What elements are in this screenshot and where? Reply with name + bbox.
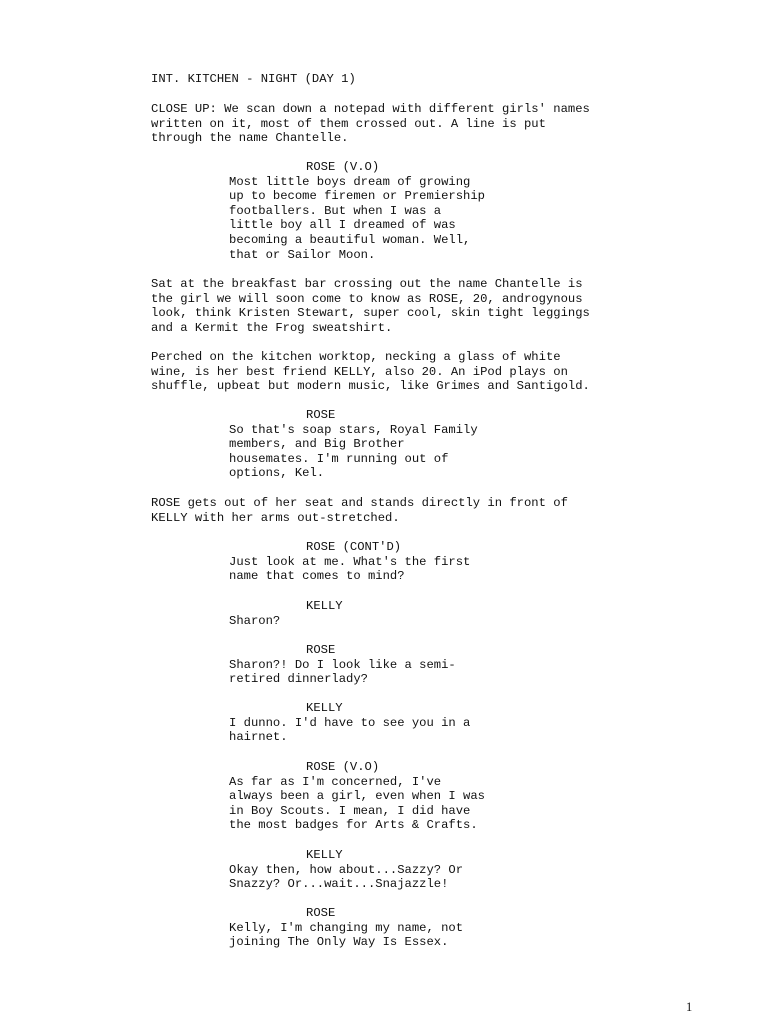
action-line: look, think Kristen Stewart, super cool, skin tight leggings xyxy=(151,306,590,321)
dialogue-line: Sharon?! Do I look like a semi- xyxy=(229,657,456,672)
character-cue: ROSE xyxy=(306,906,336,920)
dialogue-line: options, Kel. xyxy=(229,466,325,481)
dialogue-line: up to become firemen or Premiership xyxy=(229,189,485,204)
dialogue-line: Most little boys dream of growing xyxy=(229,174,471,189)
action-line: shuffle, upbeat but modern music, like Grimes and Santigold. xyxy=(151,379,590,394)
page-number: 1 xyxy=(686,1000,693,1014)
action-line: the girl we will soon come to know as ROSE, 20, androgynous xyxy=(151,291,583,306)
character-cue: ROSE xyxy=(306,408,336,422)
dialogue-line: always been a girl, even when I was xyxy=(229,789,485,804)
character-cue: ROSE (V.O) xyxy=(306,760,380,774)
dialogue-line: Just look at me. What's the first xyxy=(229,554,471,569)
dialogue-line: becoming a beautiful woman. Well, xyxy=(229,233,471,247)
dialogue-line: that or Sailor Moon. xyxy=(229,247,376,262)
dialogue-line: retired dinnerlady? xyxy=(229,672,368,687)
action-line: through the name Chantelle. xyxy=(151,131,349,146)
character-cue: KELLY xyxy=(306,701,343,715)
dialogue-line: name that comes to mind? xyxy=(229,569,405,584)
action-line: and a Kermit the Frog sweatshirt. xyxy=(151,320,393,335)
dialogue-line: housemates. I'm running out of xyxy=(229,451,449,466)
dialogue-line: joining The Only Way Is Essex. xyxy=(229,935,449,950)
dialogue-line: Okay then, how about...Sazzy? Or xyxy=(229,862,464,877)
dialogue-line: the most badges for Arts & Crafts. xyxy=(229,818,478,833)
character-cue: ROSE xyxy=(306,643,336,657)
dialogue-line: Snazzy? Or...wait...Snajazzle! xyxy=(229,877,449,892)
scene-heading: INT. KITCHEN - NIGHT (DAY 1) xyxy=(151,72,356,86)
character-cue: ROSE (CONT'D) xyxy=(306,540,402,554)
action-line: ROSE gets out of her seat and stands directly in front of xyxy=(151,496,568,510)
action-line: Sat at the breakfast bar crossing out the name Chantelle is xyxy=(151,277,583,291)
action-line: CLOSE UP: We scan down a notepad with different girls' names xyxy=(151,102,590,116)
dialogue-line: little boy all I dreamed of was xyxy=(229,218,456,233)
character-cue: KELLY xyxy=(306,848,343,862)
dialogue-line: Sharon? xyxy=(229,613,281,628)
action-line: wine, is her best friend KELLY, also 20. An iPod plays on xyxy=(151,364,568,379)
action-line: Perched on the kitchen worktop, necking a glass of white xyxy=(151,350,561,364)
dialogue-line: footballers. But when I was a xyxy=(229,203,442,218)
dialogue-line: I dunno. I'd have to see you in a xyxy=(229,715,471,730)
dialogue-line: Kelly, I'm changing my name, not xyxy=(229,920,464,935)
dialogue-line: So that's soap stars, Royal Family xyxy=(229,422,478,437)
character-cue: KELLY xyxy=(306,599,343,613)
character-cue: ROSE (V.O) xyxy=(306,160,380,174)
action-line: KELLY with her arms out-stretched. xyxy=(151,510,400,525)
dialogue-line: As far as I'm concerned, I've xyxy=(229,774,442,789)
action-line: written on it, most of them crossed out. A line is put xyxy=(151,116,546,131)
dialogue-line: members, and Big Brother xyxy=(229,437,405,452)
dialogue-line: hairnet. xyxy=(229,730,288,745)
dialogue-line: in Boy Scouts. I mean, I did have xyxy=(229,803,471,818)
